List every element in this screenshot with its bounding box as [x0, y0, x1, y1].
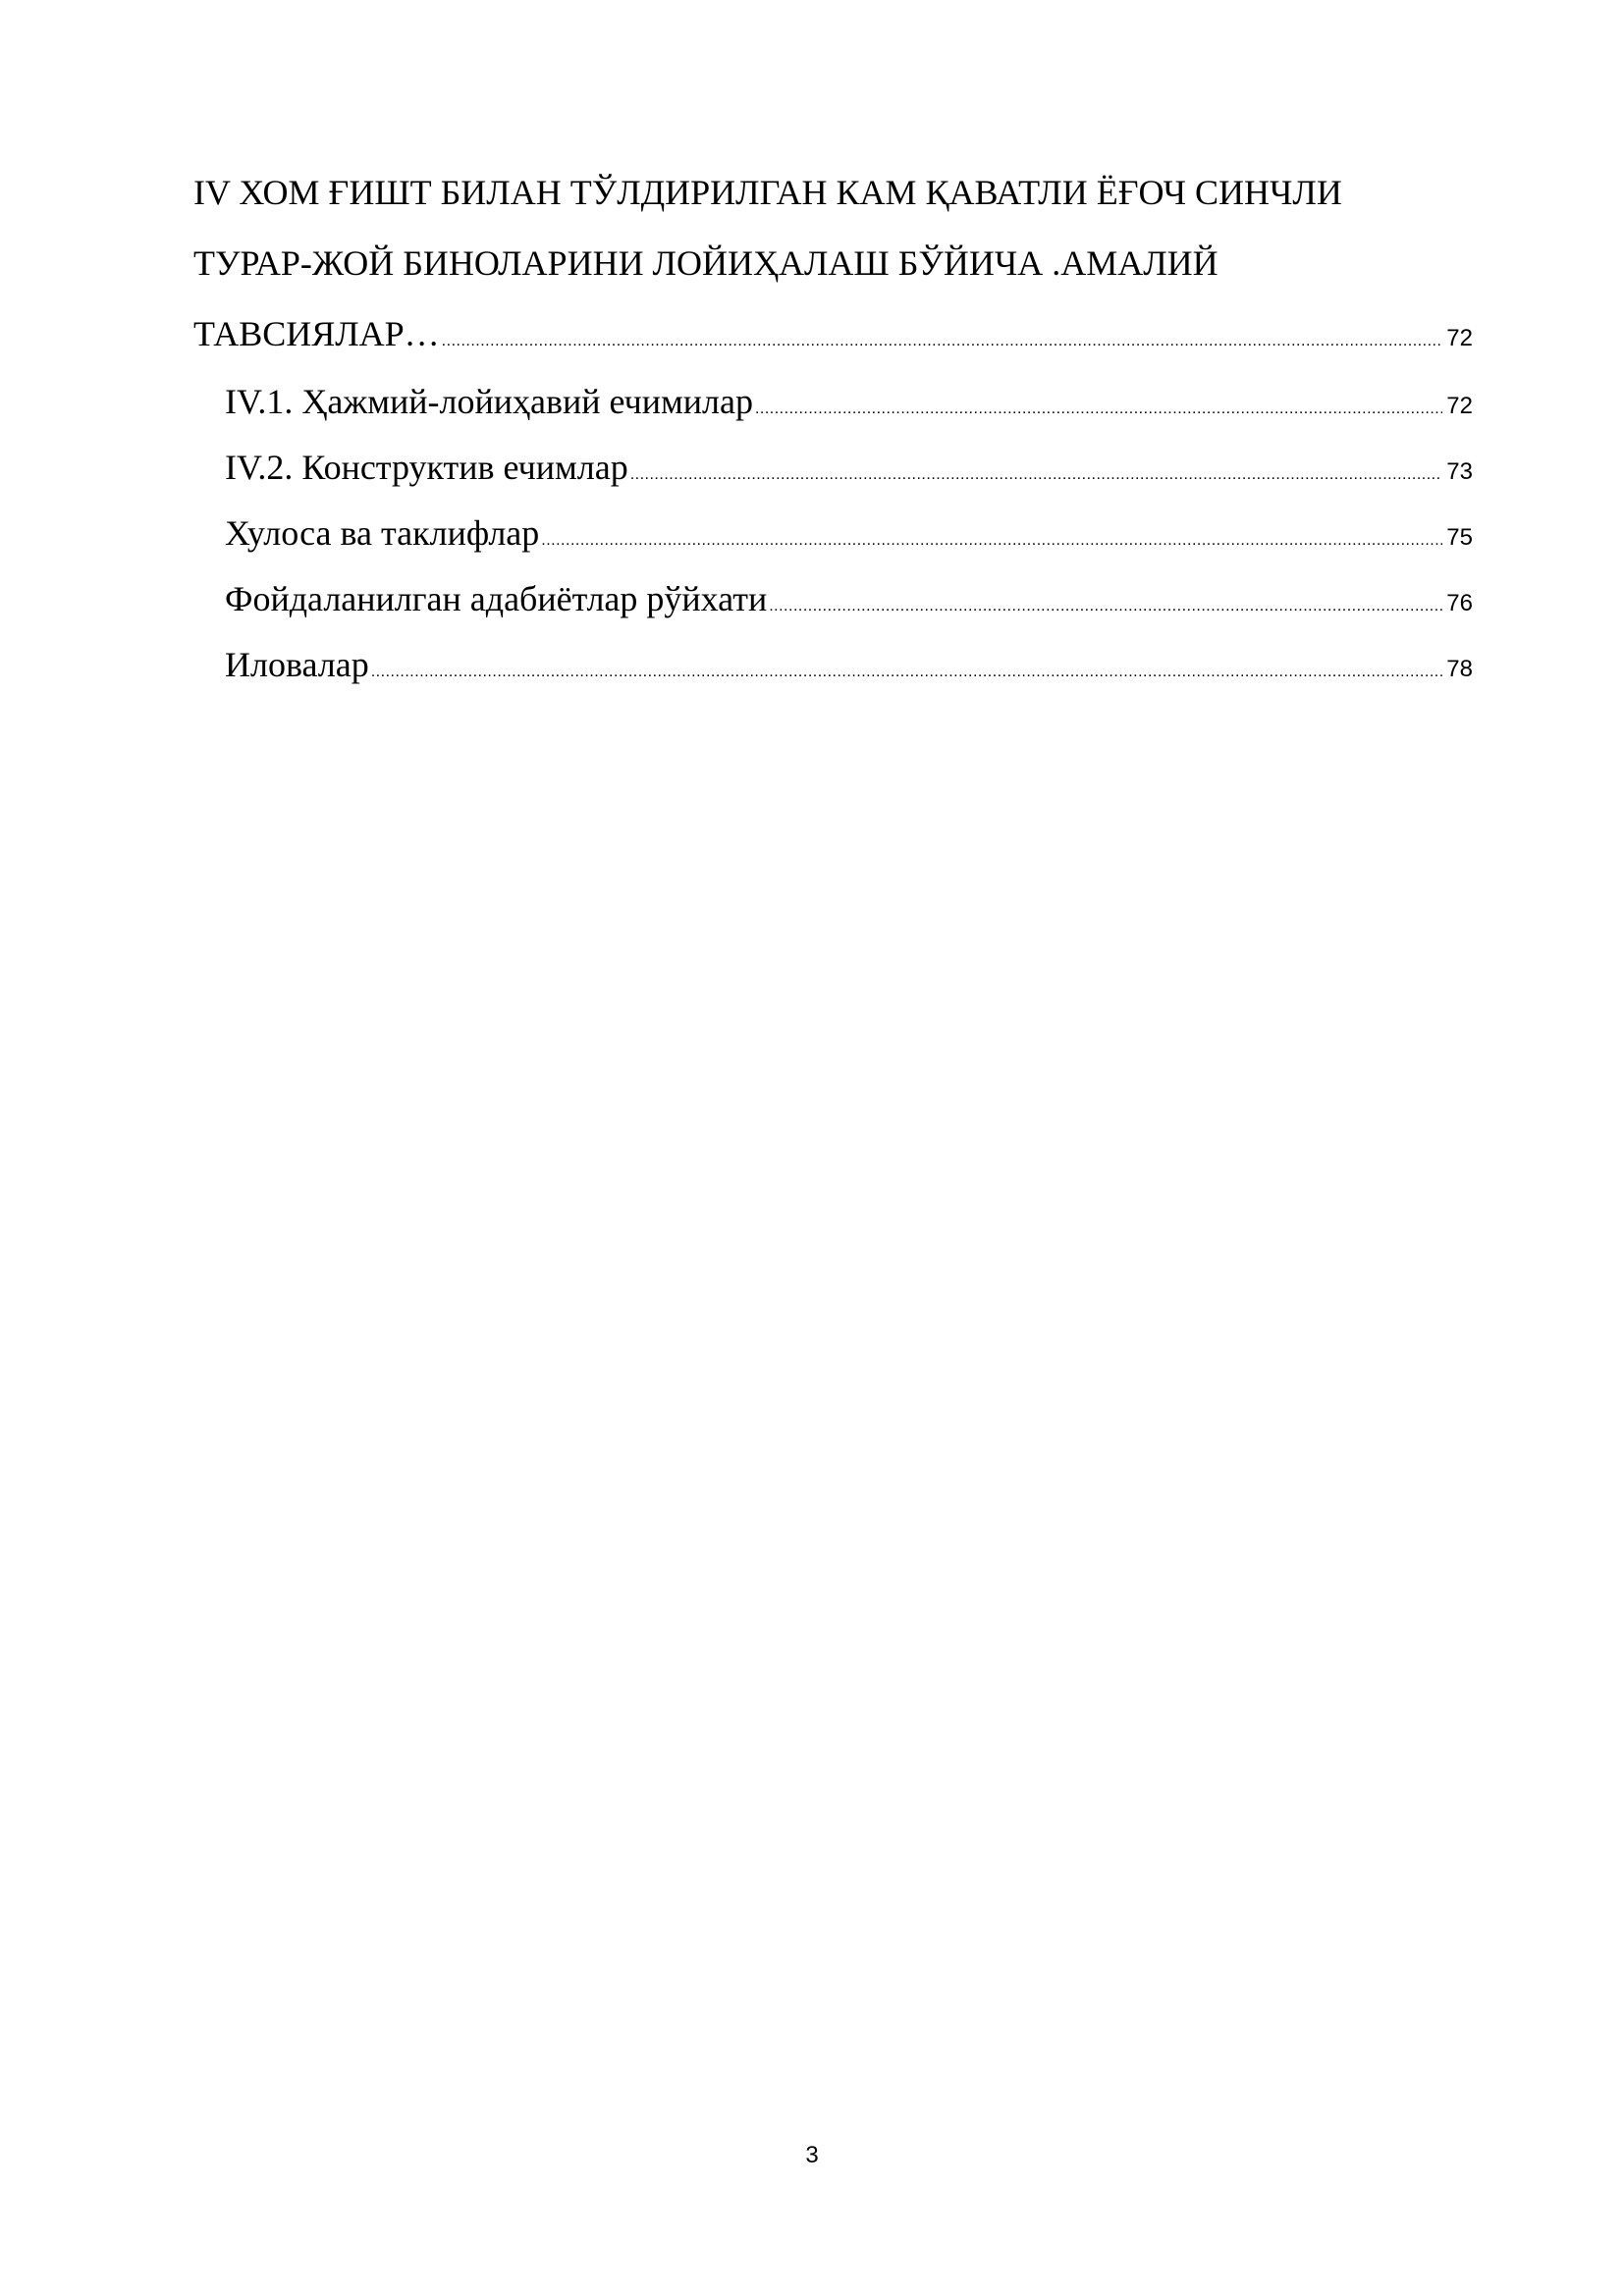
toc-entry-iv-1[interactable] [193, 369, 1473, 435]
toc-page-number: 78 [1446, 656, 1473, 682]
toc-page-number: 72 [1446, 393, 1473, 419]
toc-entry-iv-2[interactable] [193, 435, 1473, 501]
toc-page-number: 72 [1446, 325, 1473, 351]
chapter-title-line-1: IV ХОМ ҒИШТ БИЛАН ТЎЛДИРИЛГАН КАМ ҚАВАТЛИ ЁҒОЧ СИНЧЛИ [193, 173, 1342, 212]
dot-leader [630, 442, 1443, 507]
chapter-title-line-3: ТАВСИЯЛАР… [193, 314, 440, 353]
toc-entry-conclusions[interactable] [193, 501, 1473, 566]
table-of-contents [193, 157, 1473, 698]
toc-entry-appendices[interactable] [193, 632, 1473, 698]
toc-entry-chapter-iv[interactable] [193, 298, 1473, 369]
toc-entry-title: IV.1. Ҳажмий-лойиҳавий ечимилар [225, 382, 753, 421]
dot-leader [442, 306, 1443, 377]
toc-entry-title: Иловалар [225, 645, 369, 684]
toc-entry-title: IV.2. Конструктив ечимлар [225, 448, 628, 487]
toc-page-number: 76 [1446, 590, 1473, 616]
dot-leader [769, 573, 1442, 639]
toc-entry-title: Хулоса ва таклифлар [225, 513, 540, 553]
dot-leader [371, 639, 1443, 705]
toc-page-number: 73 [1446, 458, 1473, 485]
dot-leader [541, 507, 1442, 573]
toc-entry-references[interactable] [193, 566, 1473, 632]
chapter-title-line-2: ТУРАР-ЖОЙ БИНОЛАРИНИ ЛОЙИҲАЛАШ БЎЙИЧА .АМАЛИЙ [193, 243, 1218, 283]
footer-page-number: 3 [805, 2142, 819, 2168]
toc-page-number: 75 [1446, 524, 1473, 551]
toc-entry-title: Фойдаланилган адабиётлар рўйхати [225, 579, 768, 618]
dot-leader [755, 376, 1442, 442]
